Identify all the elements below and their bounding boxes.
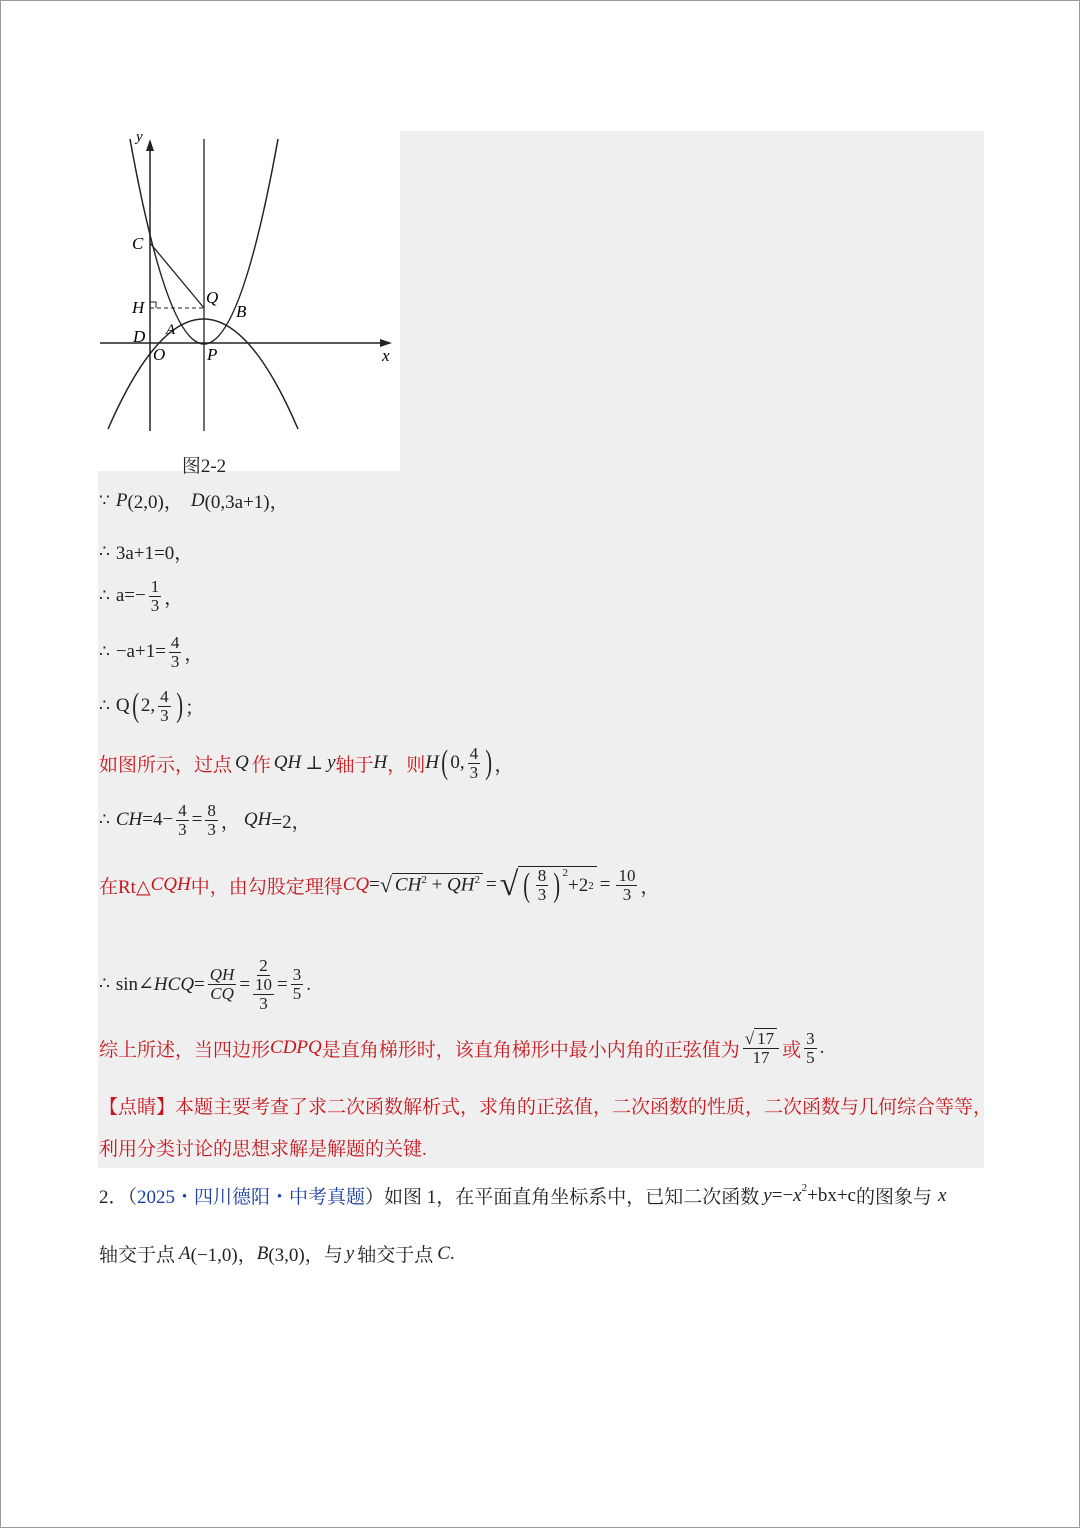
label-x: x <box>382 346 390 365</box>
label-p: P <box>207 345 218 364</box>
y-axis-arrow <box>146 139 154 151</box>
problem-2-line-1: 2．（ 2025・四川德阳・中考真题 ）如图 1，在平面直角坐标系中，已知二次函数 y =− x $^2$ +bx+c 的图象与 x <box>99 1182 947 1208</box>
comment-line-1: 【点睛】本题主要考查了求二次函数解析式，求角的正弦值，二次函数的性质，二次函数与几何综合等等， <box>99 1097 993 1118</box>
label-d: D <box>133 327 146 346</box>
right-angle-mark <box>150 302 156 308</box>
solution-line-7: ∴ CH =4− $\frac{4}{3}$ = $\frac{8}{3}$ ， QH =2， <box>99 801 311 839</box>
solution-line-8: 在Rt△ CQH 中，由勾股定理得 CQ = √ $CH^2 + QH^2$ = √ ( $\frac{8}{3}$ ) $^2$ +2 2 = $\frac{10}{3}$ ， <box>99 865 660 904</box>
label-b: B <box>236 302 247 321</box>
segment-cq <box>150 243 204 308</box>
label-y: y <box>136 131 143 145</box>
label-a: A <box>166 322 176 338</box>
label-q: Q <box>206 288 219 307</box>
solution-line-6: 如图所示，过点 Q 作 QH ⊥ y 轴于 H ，则 H ( 0, $\frac{4}{3}$ ) ， <box>99 744 514 782</box>
problem-source: 2025・四川德阳・中考真题 <box>137 1187 366 1208</box>
label-o: O <box>153 345 166 364</box>
solution-line-10: 综上所述，当四边形 CDPQ 是直角梯形时，该直角梯形中最小内角的正弦值为 $\frac{√ 17}{17}$ 或 $\frac{3}{5}$ . <box>99 1029 825 1067</box>
figure-caption: 图2-2 <box>181 456 227 477</box>
solution-line-4: ∴ −a+1= $\frac{4}{3}$ ， <box>99 633 204 671</box>
solution-line-3: ∴ a=− $\frac{1}{3}$ ， <box>99 577 184 615</box>
figure-2-2 <box>98 131 400 477</box>
solution-line-9: ∴ sin∠ HCQ = $\frac{QH}{CQ}$ = $\frac{2}{\frac{10}{3}}$ = $\frac{3}{5}$ . <box>99 956 312 1013</box>
label-c: C <box>132 234 144 253</box>
label-h: H <box>132 298 145 317</box>
solution-line-2: ∴ 3a+1=0， <box>99 541 194 564</box>
coordinate-graph <box>98 131 400 471</box>
solution-line-1: ∵ P (2,0)， D (0,3a+1)， <box>99 489 289 513</box>
problem-2-line-2: 轴交于点 A (−1,0)， B (3,0)， 与 y 轴交于点 C . <box>99 1242 455 1266</box>
solution-line-5: ∴ Q ( 2, $\frac{4}{3}$ ) ； <box>99 687 204 725</box>
comment-line-2: 利用分类讨论的思想求解是解题的关键. <box>99 1139 427 1160</box>
